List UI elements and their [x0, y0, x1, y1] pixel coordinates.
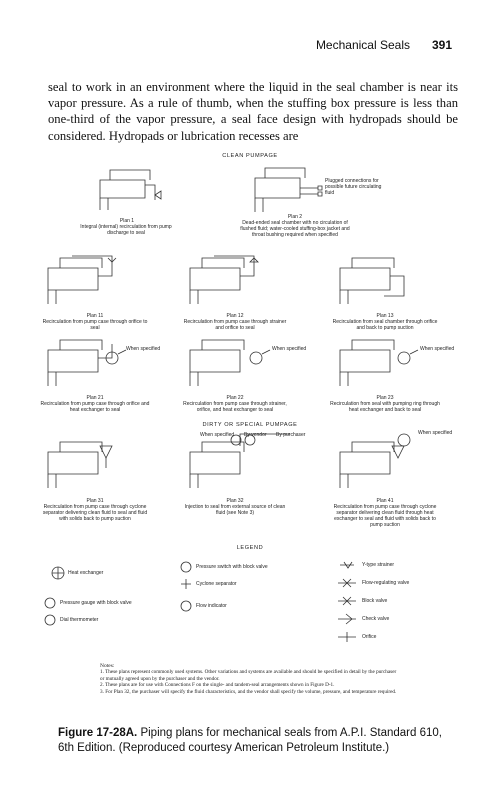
legend-check-valve: Check valve [362, 616, 390, 622]
legend-dial-thermometer: Dial thermometer [60, 617, 99, 623]
plan32-by-purchaser: By purchaser [276, 432, 306, 438]
plan41-description: Recirculation from pump case through cyclone separator delivering clean fluid through heat exchanger to seal and fluid with solids back to pump suction [333, 504, 437, 528]
plan11-label: Plan 11 [86, 313, 104, 319]
plan41-when-specified: When specified [418, 430, 453, 436]
figure-notes [100, 663, 400, 695]
plan22-when-specified: When specified [272, 346, 307, 352]
caption-label: Figure 17-28A. [58, 727, 138, 739]
plan23-when-specified: When specified [420, 346, 455, 352]
plan32-drawing [190, 434, 290, 488]
plan1-description: Integral (internal) recirculation from pump discharge to seal [80, 224, 172, 236]
legend-block-valve: Block valve [362, 598, 388, 604]
plan22-label: Plan 22 [226, 395, 244, 401]
plan22-description: Recirculation from pump case through strainer, orifice, and heat exchanger to seal [183, 401, 287, 413]
caption-text: Piping plans for mechanical seals from A.P.I. Standard 610, 6th Edition. (Reproduced courtesy American Petroleum Institute.) [58, 727, 442, 754]
plan23-description: Recirculation from seal with pumping ring through heat exchanger and back to seal [330, 401, 440, 413]
plan23-drawing [340, 340, 418, 386]
figure-caption [58, 726, 458, 755]
plan13-description: Recirculation from seal chamber through orifice and back to pump suction [332, 319, 438, 331]
plan11-drawing [48, 256, 116, 304]
plan32-label: Plan 32 [226, 498, 244, 504]
legend-y-strainer: Y-type strainer [362, 562, 395, 568]
plan2-drawing [255, 168, 322, 212]
legend-flow-regulating-valve: Flow-regulating valve [362, 580, 410, 586]
section-dirty-pumpage: DIRTY OR SPECIAL PUMPAGE [202, 422, 298, 428]
plan22-drawing [190, 340, 270, 386]
plan21-label: Plan 21 [86, 395, 104, 401]
plan11-description: Recirculation from pump case through orifice to seal [42, 319, 148, 331]
plan2-callout: Plugged connections for possible future circulating fluid [325, 178, 382, 196]
plan41-label: Plan 41 [376, 498, 394, 504]
plan32-when-specified: When specified [200, 432, 235, 438]
plan21-description: Recirculation from pump case through orifice and heat exchanger to seal [40, 401, 150, 413]
plan12-label: Plan 12 [226, 313, 244, 319]
legend-pressure-switch: Pressure switch with block valve [196, 564, 268, 570]
plan13-drawing [340, 258, 404, 304]
body-paragraph: seal to work in an environment where the liquid in the seal chamber is near its vapor pressure. As a rule of thumb, when the stuffing box pressure is less than one-third of the vapor pressure, a seal face design with hydropads should be considered. Hydropads or lubrication recesses are [48, 80, 458, 143]
plan2-description: Dead-ended seal chamber with no circulation of flushed fluid; water-cooled stuffing-box jacket and throat bushing required when specified [240, 220, 350, 238]
plan41-drawing [340, 434, 410, 488]
plan1-drawing [100, 170, 161, 210]
section-legend: LEGEND [236, 545, 264, 551]
notes-heading: Notes: [100, 663, 115, 669]
legend-orifice: Orifice [362, 634, 377, 640]
plan12-description: Recirculation from pump case through strainer and orifice to seal [183, 319, 287, 331]
legend-flow-indicator: Flow indicator [196, 603, 227, 609]
page-number: 391 [431, 38, 452, 52]
plan13-label: Plan 13 [376, 313, 394, 319]
note-1: 1. These plans represent commonly used systems. Other variations and systems are available and should be specified in detail by the purchaser or mutually agreed upon by the purchaser and the vendor. [100, 669, 397, 682]
section-clean-pumpage: CLEAN PUMPAGE [222, 153, 278, 159]
legend-heat-exchanger: Heat exchanger [68, 570, 104, 576]
plan31-description: Recirculation from pump case through cyclone separator delivering clean fluid to seal and fluid with solids back to pump suction [42, 504, 148, 522]
running-title: Mechanical Seals [315, 38, 410, 52]
plan12-drawing [190, 256, 258, 304]
legend-cyclone-separator: Cyclone separator [196, 581, 237, 587]
plan21-when-specified: When specified [126, 346, 161, 352]
plan21-drawing [48, 340, 126, 386]
plan23-label: Plan 23 [376, 395, 394, 401]
note-3: 3. For Plan 32, the purchaser will specify the fluid characteristics, and the vendor shall specify the volume, pressure, and temperature required. [100, 688, 397, 695]
plan32-by-vendor: By vendor [244, 432, 267, 438]
plan1-label: Plan 1 [119, 218, 135, 224]
plan2-label: Plan 2 [287, 214, 303, 220]
plan32-description: Injection to seal from external source of clean fluid (see Note 3) [184, 504, 286, 516]
plan31-label: Plan 31 [86, 498, 104, 504]
note-2: 2. These plans are for use with Connections F on the single- and tandem-seal arrangements shown in Figure D-1. [100, 682, 335, 689]
plan31-drawing [48, 442, 112, 488]
legend-pressure-gauge: Pressure gauge with block valve [60, 600, 132, 606]
